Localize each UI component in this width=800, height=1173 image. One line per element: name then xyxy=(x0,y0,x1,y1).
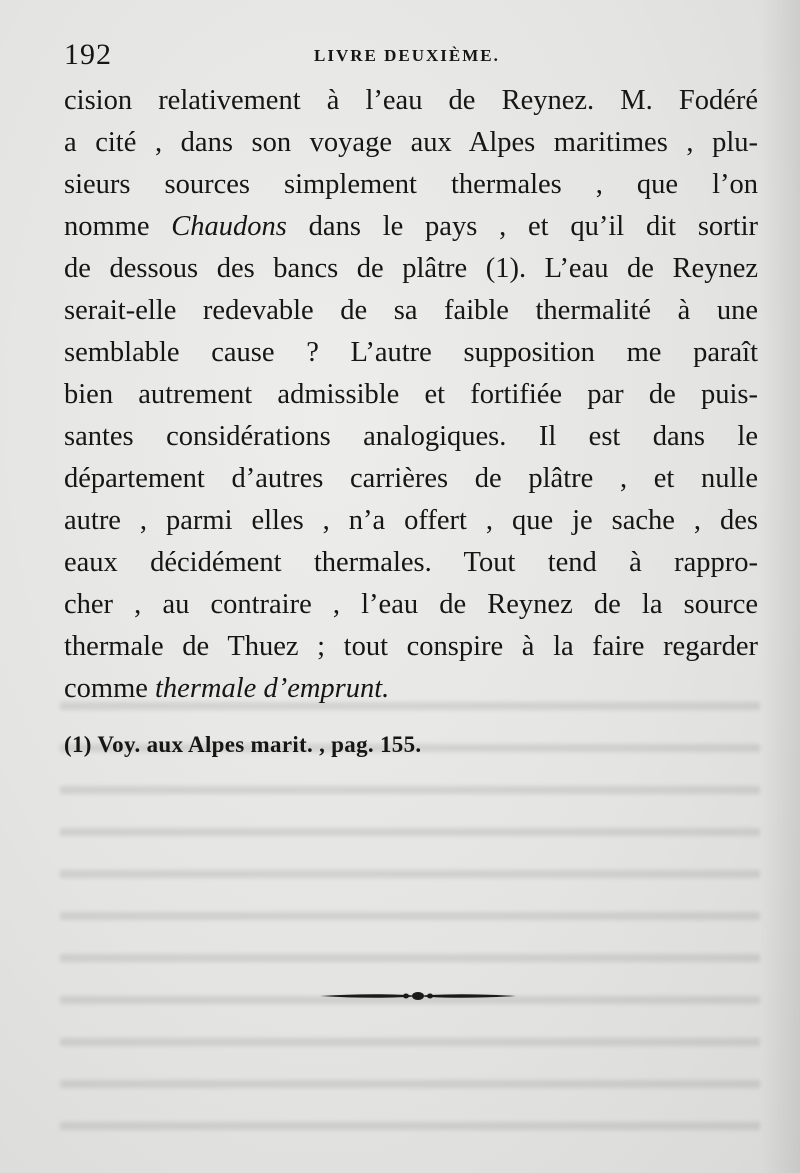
text-run: a cité , dans son voyage aux Alpes maritimes , plu- xyxy=(64,127,758,158)
ornament-left-bead xyxy=(403,994,409,999)
text-line xyxy=(64,248,758,290)
text-line xyxy=(64,542,758,584)
text-run: eaux décidément thermales. Tout tend à rappro- xyxy=(64,547,758,578)
text-line xyxy=(64,584,758,626)
ornament-divider xyxy=(318,986,518,1006)
text-run: nomme xyxy=(64,211,172,242)
running-title: LIVRE DEUXIÈME. xyxy=(314,46,500,65)
text-line xyxy=(64,80,758,122)
italic-text: Chaudons xyxy=(171,211,287,242)
text-run: comme xyxy=(64,673,156,704)
text-run: de dessous des bancs de plâtre (1). L’eau de Reynez xyxy=(64,253,758,284)
ornament-center xyxy=(412,992,424,1000)
text-run: santes considérations analogiques. Il est dans le xyxy=(64,421,758,452)
running-head xyxy=(64,38,754,74)
text-line xyxy=(64,374,758,416)
ornament-right-swash xyxy=(422,994,516,998)
text-line xyxy=(64,290,758,332)
text-run: thermale de Thuez ; tout conspire à la faire regarder xyxy=(64,631,758,662)
text-run: cision relativement à l’eau de Reynez. M. Fodéré xyxy=(64,85,758,116)
text-run: serait-elle redevable de sa faible thermalité à une xyxy=(64,295,758,326)
text-line xyxy=(64,416,758,458)
text-line xyxy=(64,458,758,500)
text-run: autre , parmi elles , n’a offert , que je sache , des xyxy=(64,505,758,536)
text-run: département d’autres carrières de plâtre , et nulle xyxy=(64,463,758,494)
ornament-right-bead xyxy=(427,994,433,999)
text-run: cher , au contraire , l’eau de Reynez de la source xyxy=(64,589,758,620)
footnote: (1) Voy. aux Alpes marit. , pag. 155. xyxy=(64,732,422,757)
page-edge-shadow xyxy=(760,0,800,1173)
text-line xyxy=(64,332,758,374)
body-text xyxy=(64,80,758,710)
text-line xyxy=(64,626,758,668)
text-line xyxy=(64,122,758,164)
text-run: dans le pays , et qu’il dit sortir xyxy=(286,211,758,242)
ornament-left-swash xyxy=(320,994,414,998)
text-run: sieurs sources simplement thermales , que l’on xyxy=(64,169,758,200)
text-line xyxy=(64,206,758,248)
text-run: semblable cause ? L’autre supposition me paraît xyxy=(64,337,758,368)
italic-text: thermale d’emprunt. xyxy=(155,673,390,704)
text-line xyxy=(64,668,758,710)
text-run: bien autrement admissible et fortifiée par de puis- xyxy=(64,379,758,410)
text-line xyxy=(64,164,758,206)
page-number: 192 xyxy=(64,38,112,71)
text-line xyxy=(64,500,758,542)
